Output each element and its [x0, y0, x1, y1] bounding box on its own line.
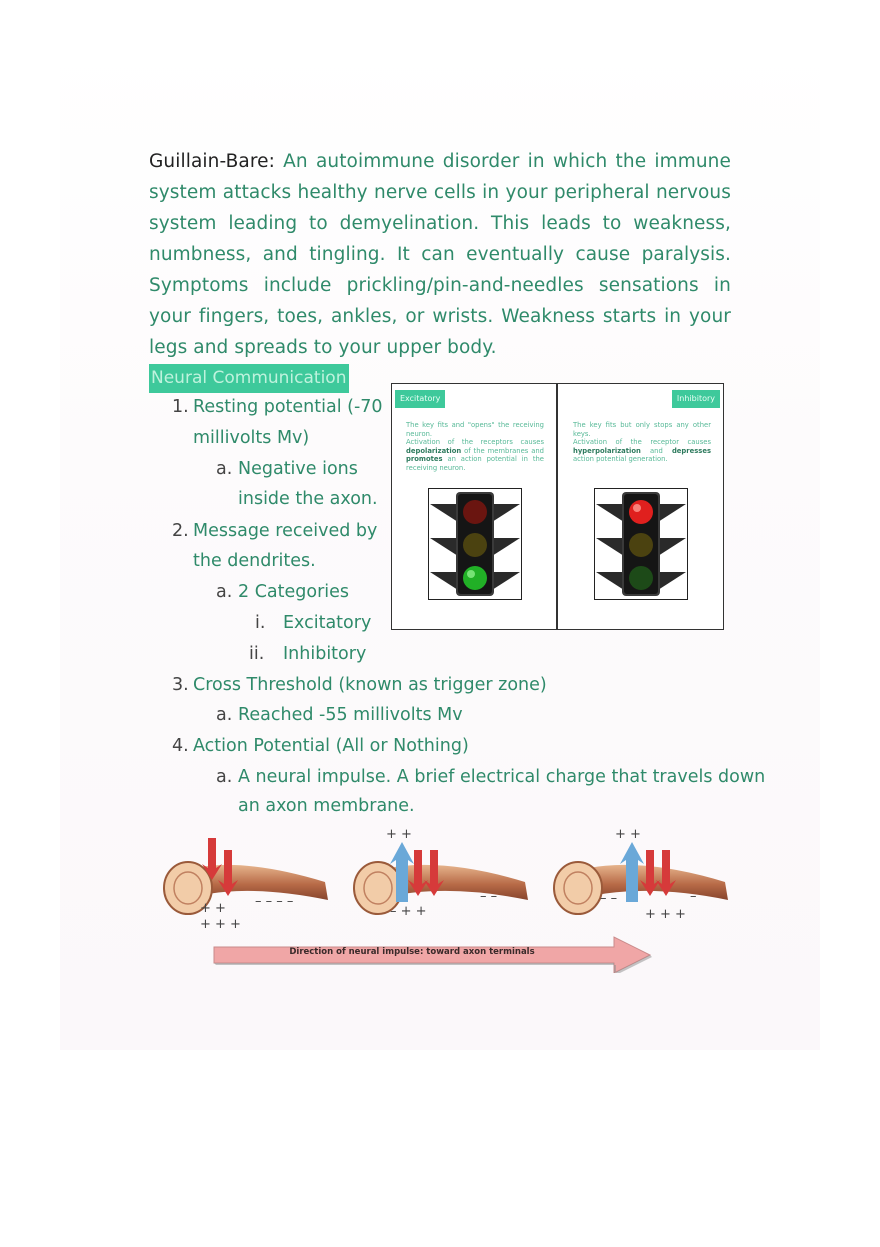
svg-text:+ +: + + — [386, 827, 412, 842]
list-number: a. — [216, 459, 233, 479]
list-number: ii. — [249, 644, 265, 664]
svg-text:– –: – – — [480, 889, 498, 904]
list-text: 2 Categories — [238, 582, 350, 602]
list-text: A neural impulse. A brief electrical charge that travels down — [238, 767, 766, 787]
list-number: 2. — [172, 521, 189, 541]
svg-text:+ + +: + + + — [200, 917, 241, 932]
inhibitory-description: The key fits but only stops any other keys. Activation of the receptor causes hyperpolarization and depresses action potential generation. — [573, 421, 711, 464]
svg-text:–: – — [690, 889, 697, 904]
axon-segment-1 — [164, 838, 328, 932]
svg-text:+ +: + + — [200, 901, 226, 916]
traffic-light-inhibitory — [594, 488, 688, 600]
list-number: a. — [216, 767, 233, 787]
svg-text:– –: – – — [600, 891, 618, 906]
definition-term: Guillain-Bare: — [149, 151, 275, 172]
axon-segment-2 — [354, 827, 528, 919]
impulse-direction-label: Direction of neural impulse: toward axon terminals — [289, 947, 535, 957]
list-text: Action Potential (All or Nothing) — [193, 736, 469, 756]
svg-text:– + +: – + + — [390, 904, 427, 919]
definition-paragraph — [149, 146, 731, 363]
list-text: Reached -55 millivolts Mv — [238, 705, 463, 725]
traffic-light-excitatory — [428, 488, 522, 600]
list-text: Inhibitory — [283, 644, 367, 664]
excitatory-tag: Excitatory — [395, 390, 445, 408]
list-text: Excitatory — [283, 613, 372, 633]
svg-text:+ +: + + — [615, 827, 641, 842]
list-number: 3. — [172, 675, 189, 695]
list-text: an axon membrane. — [238, 796, 415, 816]
list-number: 4. — [172, 736, 189, 756]
svg-text:– – – –: – – – – — [255, 894, 294, 909]
list-number: i. — [255, 613, 266, 633]
list-number: 1. — [172, 397, 189, 417]
list-text: Negative ions — [238, 459, 358, 479]
svg-text:+ + +: + + + — [645, 907, 686, 922]
red-lamp — [629, 500, 653, 524]
list-text: inside the axon. — [238, 489, 378, 509]
receptor-figure — [391, 383, 724, 630]
list-text: Cross Threshold (known as trigger zone) — [193, 675, 547, 695]
list-text: Message received by — [193, 521, 378, 541]
inhibitory-tag: Inhibitory — [672, 390, 720, 408]
excitatory-description: The key fits and "opens" the receiving neuron. Activation of the receptors causes depolarization of the membranes and promotes an action potential in the receiving neuron. — [406, 421, 544, 472]
green-lamp — [463, 566, 487, 590]
list-text: millivolts Mv) — [193, 428, 310, 448]
list-text: the dendrites. — [193, 551, 316, 571]
list-text: Resting potential (-70 — [193, 397, 383, 417]
section-title: Neural Communication — [149, 364, 349, 393]
axon-segment-3 — [554, 827, 728, 922]
figure-divider — [556, 384, 558, 629]
definition-text: An autoimmune disorder in which the immune system attacks healthy nerve cells in your peripheral nervous system leading to demyelination. This leads to weakness, numbness, and tingling. It can eventually cause paralysis. Symptoms include prickling/pin-and-needles sensations in your fingers, toes, ankles, or wrists. Weakness starts in your legs and spreads to your upper body. — [149, 151, 731, 358]
list-number: a. — [216, 705, 233, 725]
list-number: a. — [216, 582, 233, 602]
